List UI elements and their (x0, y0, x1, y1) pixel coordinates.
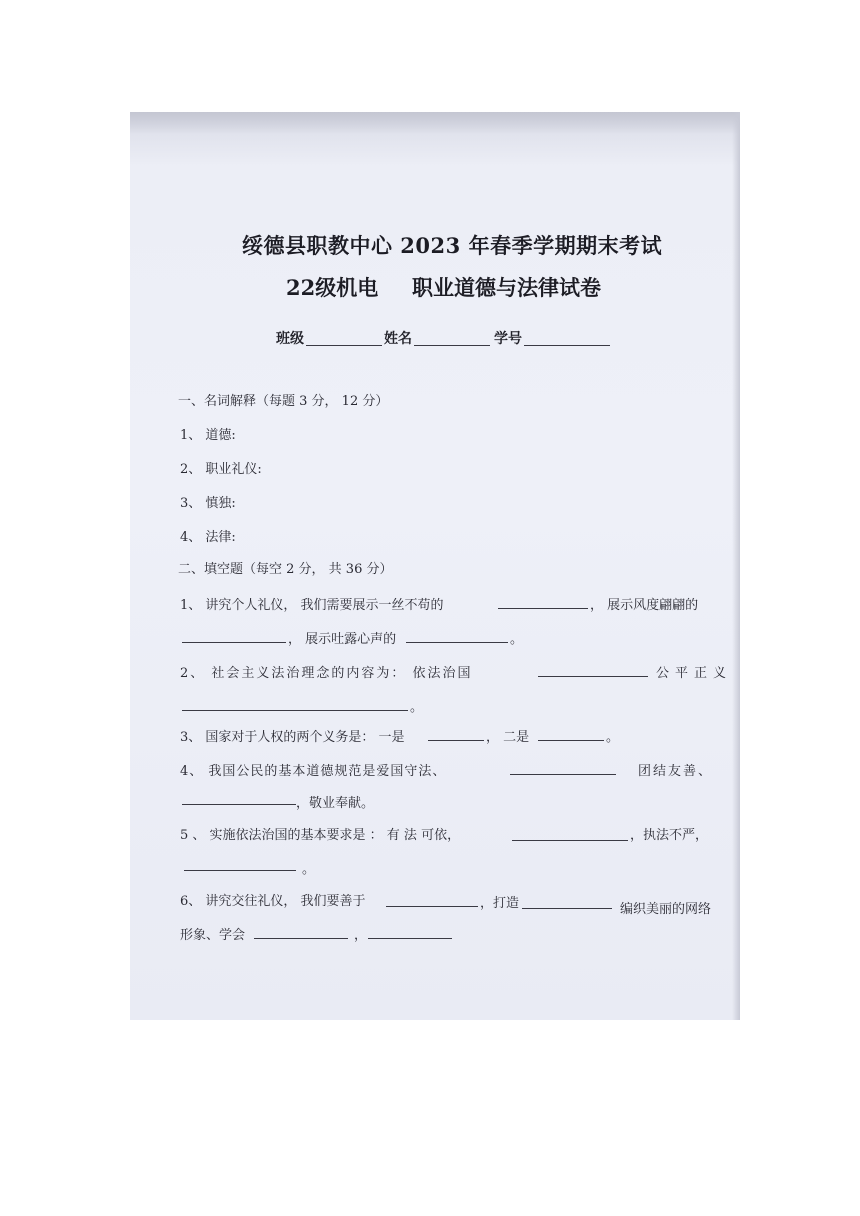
q6-blank-1 (386, 906, 478, 907)
section1-item: 4、 法律: (180, 530, 236, 545)
q6-blank-3 (254, 938, 348, 939)
q6-blank-2 (522, 908, 612, 909)
q1-text-d: 。 (510, 632, 524, 647)
q4-blank-2 (182, 804, 296, 805)
q4-text-c: ，敬业奉献。 (296, 796, 375, 811)
q6-text-b: ，打造 (480, 896, 520, 911)
q4-text-a: 4、 我国公民的基本道德规范是爱国守法、 (180, 764, 447, 779)
class-blank (306, 345, 382, 346)
q1-blank-3 (406, 642, 508, 643)
q2-text-c: 。 (410, 700, 424, 715)
q4-text-b: 团结友善、 (638, 764, 714, 779)
q2-text-a: 2、 社会主义法治理念的内容为： 依法治国 (180, 666, 473, 681)
q1-text-b: ， 展示风度翩翩的 (590, 598, 699, 613)
q1-text-a: 1、 讲究个人礼仪， 我们需要展示一丝不苟的 (180, 598, 444, 613)
exam-subtitle-class: 22级机电 (286, 275, 379, 300)
exam-paper-photo (130, 112, 740, 1020)
exam-title: 绥德县职教中心 2023 年春季学期期末考试 (242, 233, 663, 258)
name-blank (414, 345, 490, 346)
section1-item: 1、 道德: (180, 428, 236, 443)
q6-text-c: 编织美丽的网络 (620, 902, 712, 917)
exam-subtitle-course: 职业道德与法律试卷 (412, 275, 601, 300)
q6-blank-4 (368, 938, 452, 939)
q5-text-b: ，执法不严， (630, 828, 709, 843)
section2-heading: 二、填空题（每空 2 分， 共 36 分） (178, 562, 393, 577)
name-label: 姓名 (384, 331, 412, 347)
id-blank (524, 345, 610, 346)
q3-blank-2 (538, 740, 604, 741)
section1-item: 3、 慎独: (180, 496, 236, 511)
q6-text-d: 形象、学会 (180, 928, 246, 943)
q4-blank-1 (510, 774, 616, 775)
q5-text-c: 。 (302, 862, 316, 877)
q6-text-a: 6、 讲究交往礼仪， 我们要善于 (180, 894, 366, 909)
q2-blank-2 (182, 710, 408, 711)
q3-blank-1 (428, 740, 484, 741)
q5-text-a: 5 、 实施依法治国的基本要求是 ： 有 法 可依， (180, 828, 461, 843)
q3-text-c: 。 (606, 730, 620, 745)
section1-heading: 一、名词解释（每题 3 分， 12 分） (178, 394, 389, 409)
class-label: 班级 (276, 331, 304, 347)
q3-text-a: 3、 国家对于人权的两个义务是： 一是 (180, 730, 405, 745)
q1-blank-1 (498, 608, 588, 609)
q3-text-b: ， 二是 (486, 730, 530, 745)
section1-item: 2、 职业礼仪: (180, 462, 262, 477)
q5-blank-2 (184, 870, 296, 871)
id-label: 学号 (494, 331, 522, 347)
q6-text-e: ， (354, 928, 368, 943)
q5-blank-1 (512, 840, 628, 841)
q1-blank-2 (182, 642, 286, 643)
q2-text-b: 公平正义 (656, 666, 733, 681)
q1-text-c: ， 展示吐露心声的 (288, 632, 397, 647)
q2-blank-1 (538, 676, 648, 677)
